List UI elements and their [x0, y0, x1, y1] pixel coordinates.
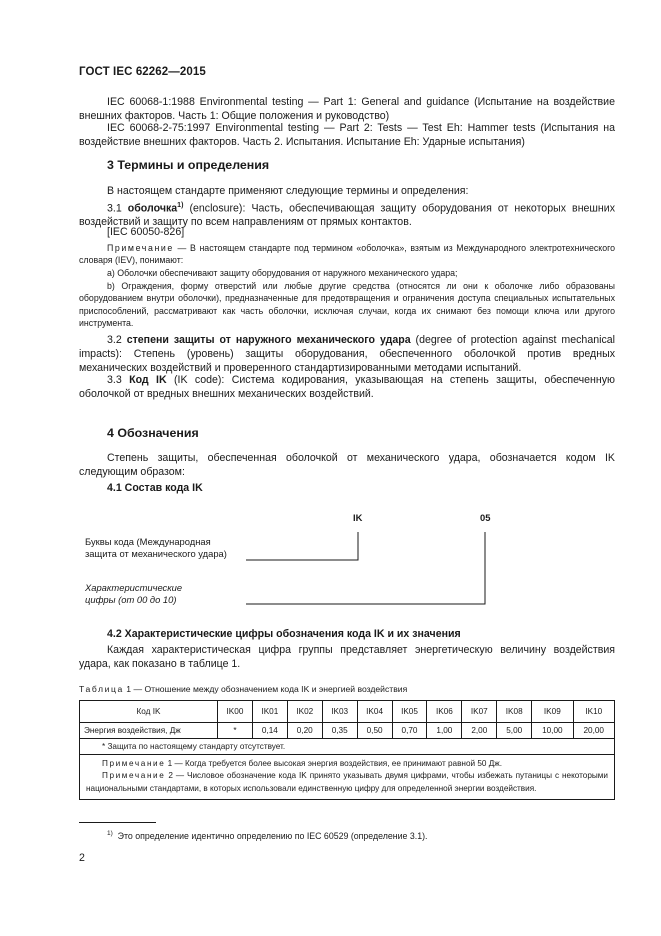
- label-code-letters-line2: защита от механического удара): [85, 548, 227, 560]
- section-4-intro: Степень защиты, обеспеченная оболочкой от механического удара, обозначается кодом IK следующим образом:: [79, 452, 615, 478]
- note-enclosure: [79, 242, 615, 267]
- section-3-intro: В настоящем стандарте применяют следующие термины и определения:: [107, 185, 469, 197]
- ik-code-diagram: [79, 512, 615, 612]
- definition-3-2-number: 3.2: [107, 334, 122, 346]
- definition-3-1-term: оболочка: [127, 202, 178, 215]
- subsection-4-1-title: 4.1 Состав кода IK: [107, 482, 203, 494]
- ik-code-cell: IK02: [287, 701, 322, 723]
- definition-3-1-source: [IEC 60050-826]: [107, 226, 185, 238]
- energy-value-cell: 0,70: [392, 723, 427, 739]
- note-label: Примечание: [107, 243, 174, 253]
- page-footnote: [107, 830, 427, 841]
- label-code-letters-line1: Буквы кода (Международная: [85, 536, 211, 547]
- table-note-1-label: Примечание: [102, 759, 166, 768]
- ik-code-cell: IK06: [427, 701, 462, 723]
- subsection-4-2-text: Каждая характеристическая цифра группы представляет энергетическую величину воздействия удара, как показано в таблице 1.: [79, 644, 615, 670]
- page-footnote-mark: 1): [107, 830, 113, 837]
- table-notes-cell: [80, 755, 615, 800]
- definition-3-3: [79, 374, 615, 402]
- document-header: ГОСТ IEC 62262—2015: [79, 66, 206, 78]
- note-item-a: a) Оболочки обеспечивают защиту оборудования от наружного механического удара;: [107, 268, 458, 278]
- table-row: [80, 723, 615, 739]
- energy-value-cell: 0,35: [322, 723, 357, 739]
- definition-3-3-term: Код IK: [129, 374, 167, 386]
- ik-code-cell: IK00: [218, 701, 253, 723]
- table-note-1: [86, 758, 608, 770]
- table-note-1-text: 1 — Когда требуется более высокая энергия воздействия, ее принимают равной 50 Дж.: [165, 759, 503, 768]
- energy-value-cell: 0,50: [357, 723, 392, 739]
- reference-iec-60068-1: IEC 60068-1:1988 Environmental testing — Part 1: General and guidance (Испытание на воздействие внешних факторов. Часть 1: Общие положения и руководство): [79, 96, 615, 122]
- section-3-title: 3 Термины и определения: [107, 158, 270, 172]
- footnote-divider: [79, 822, 156, 823]
- code-letters: IK: [353, 512, 363, 523]
- energy-value-cell: 0,14: [252, 723, 287, 739]
- label-code-digits-line1: Характеристические: [85, 582, 183, 593]
- ik-energy-table: [79, 700, 615, 800]
- table-note-2: [86, 770, 608, 795]
- subsection-4-2-title: 4.2 Характеристические цифры обозначения кода IK и их значения: [107, 628, 461, 640]
- energy-value-cell: 0,20: [287, 723, 322, 739]
- row-label-cell: Энергия воздействия, Дж: [80, 723, 218, 739]
- table-notes-row: [80, 755, 615, 800]
- definition-3-3-text: (IK code): Система кодирования, указывающая на степень защиты, обеспеченную оболочкой от вредных внешних механических воздействий.: [79, 374, 616, 400]
- definition-3-2-term: степени защиты от наружного механического удара: [126, 334, 411, 346]
- page-number: 2: [79, 852, 85, 864]
- footnote-ref: 1): [177, 202, 184, 209]
- ik-code-cell: IK08: [497, 701, 532, 723]
- energy-value-cell: 20,00: [573, 723, 615, 739]
- table-caption-label: Таблица: [79, 684, 124, 694]
- table-footnote-row: [80, 739, 615, 755]
- code-digits: 05: [480, 512, 491, 523]
- definition-3-2: [79, 334, 615, 375]
- table-note-2-label: Примечание: [102, 771, 166, 781]
- page-footnote-text: Это определение идентично определению по IEC 60529 (определение 3.1).: [117, 830, 428, 841]
- label-code-letters: [85, 536, 227, 560]
- ik-code-cell: IK01: [252, 701, 287, 723]
- label-code-digits: [85, 582, 182, 606]
- energy-value-cell: 2,00: [462, 723, 497, 739]
- ik-code-cell: IK03: [322, 701, 357, 723]
- reference-iec-60068-2-75: IEC 60068-2-75:1997 Environmental testing — Part 2: Tests — Test Eh: Hammer tests (Испытания на воздействие внешних факторов. Часть 2. Испытания. Испытание Eh: Ударные испытания): [79, 122, 615, 148]
- definition-3-2-text: (degree of protection against mechanical impacts): Степень (уровень) защиты оборудования, обеспеченного оболочкой против вредных механических воздействий и проверенного стандартизированными методами испытаний.: [79, 334, 615, 374]
- ik-code-cell: IK04: [357, 701, 392, 723]
- table-note-2-text: 2 — Числовое обозначение кода IK принято указывать двумя цифрами, чтобы избежать путаницы с некоторыми национальными стандартами, в которых использовали единственную цифру для определенной энергии воздействия.: [86, 771, 608, 793]
- energy-value-cell: 5,00: [497, 723, 532, 739]
- definition-3-1-text: (enclosure): Часть, обеспечивающая защиту оборудования от некоторых внешних воздействий и защиту по всем направлениям от прямых контактов.: [79, 202, 615, 229]
- energy-value-cell: *: [218, 723, 253, 739]
- ik-code-cell: IK10: [573, 701, 615, 723]
- section-4-title: 4 Обозначения: [107, 426, 199, 440]
- ik-code-cell: IK05: [392, 701, 427, 723]
- table-header-row: [80, 701, 615, 723]
- table-caption: [79, 684, 407, 694]
- table-header-cell: Код IK: [80, 701, 218, 723]
- note-text: — В настоящем стандарте под термином «оболочка», взятым из Международного электротехнического словаря (IEV), понимают:: [79, 243, 615, 266]
- energy-value-cell: 10,00: [532, 723, 573, 739]
- label-code-digits-line2: цифры (от 00 до 10): [85, 594, 177, 606]
- definition-3-3-number: 3.3: [107, 374, 122, 386]
- table-caption-text: 1 — Отношение между обозначением кода IK и энергией воздействия: [123, 684, 408, 694]
- ik-code-cell: IK07: [462, 701, 497, 723]
- ik-code-cell: IK09: [532, 701, 573, 723]
- note-item-b: b) Ограждения, форму отверстий или любые другие средства (относятся ли они к оболочке либо образованы оборудованием внутри оболочки), предназначенные для предотвращения и ограничения доступа специальных испытательных приспособлений, рассматривают как часть оболочки, исключая случаи, когда их снимают без помощи ключа или другого инструмента.: [79, 281, 615, 329]
- energy-value-cell: 1,00: [427, 723, 462, 739]
- definition-3-1-number: 3.1: [107, 202, 122, 215]
- table-footnote: * Защита по настоящему стандарту отсутствует.: [80, 739, 615, 755]
